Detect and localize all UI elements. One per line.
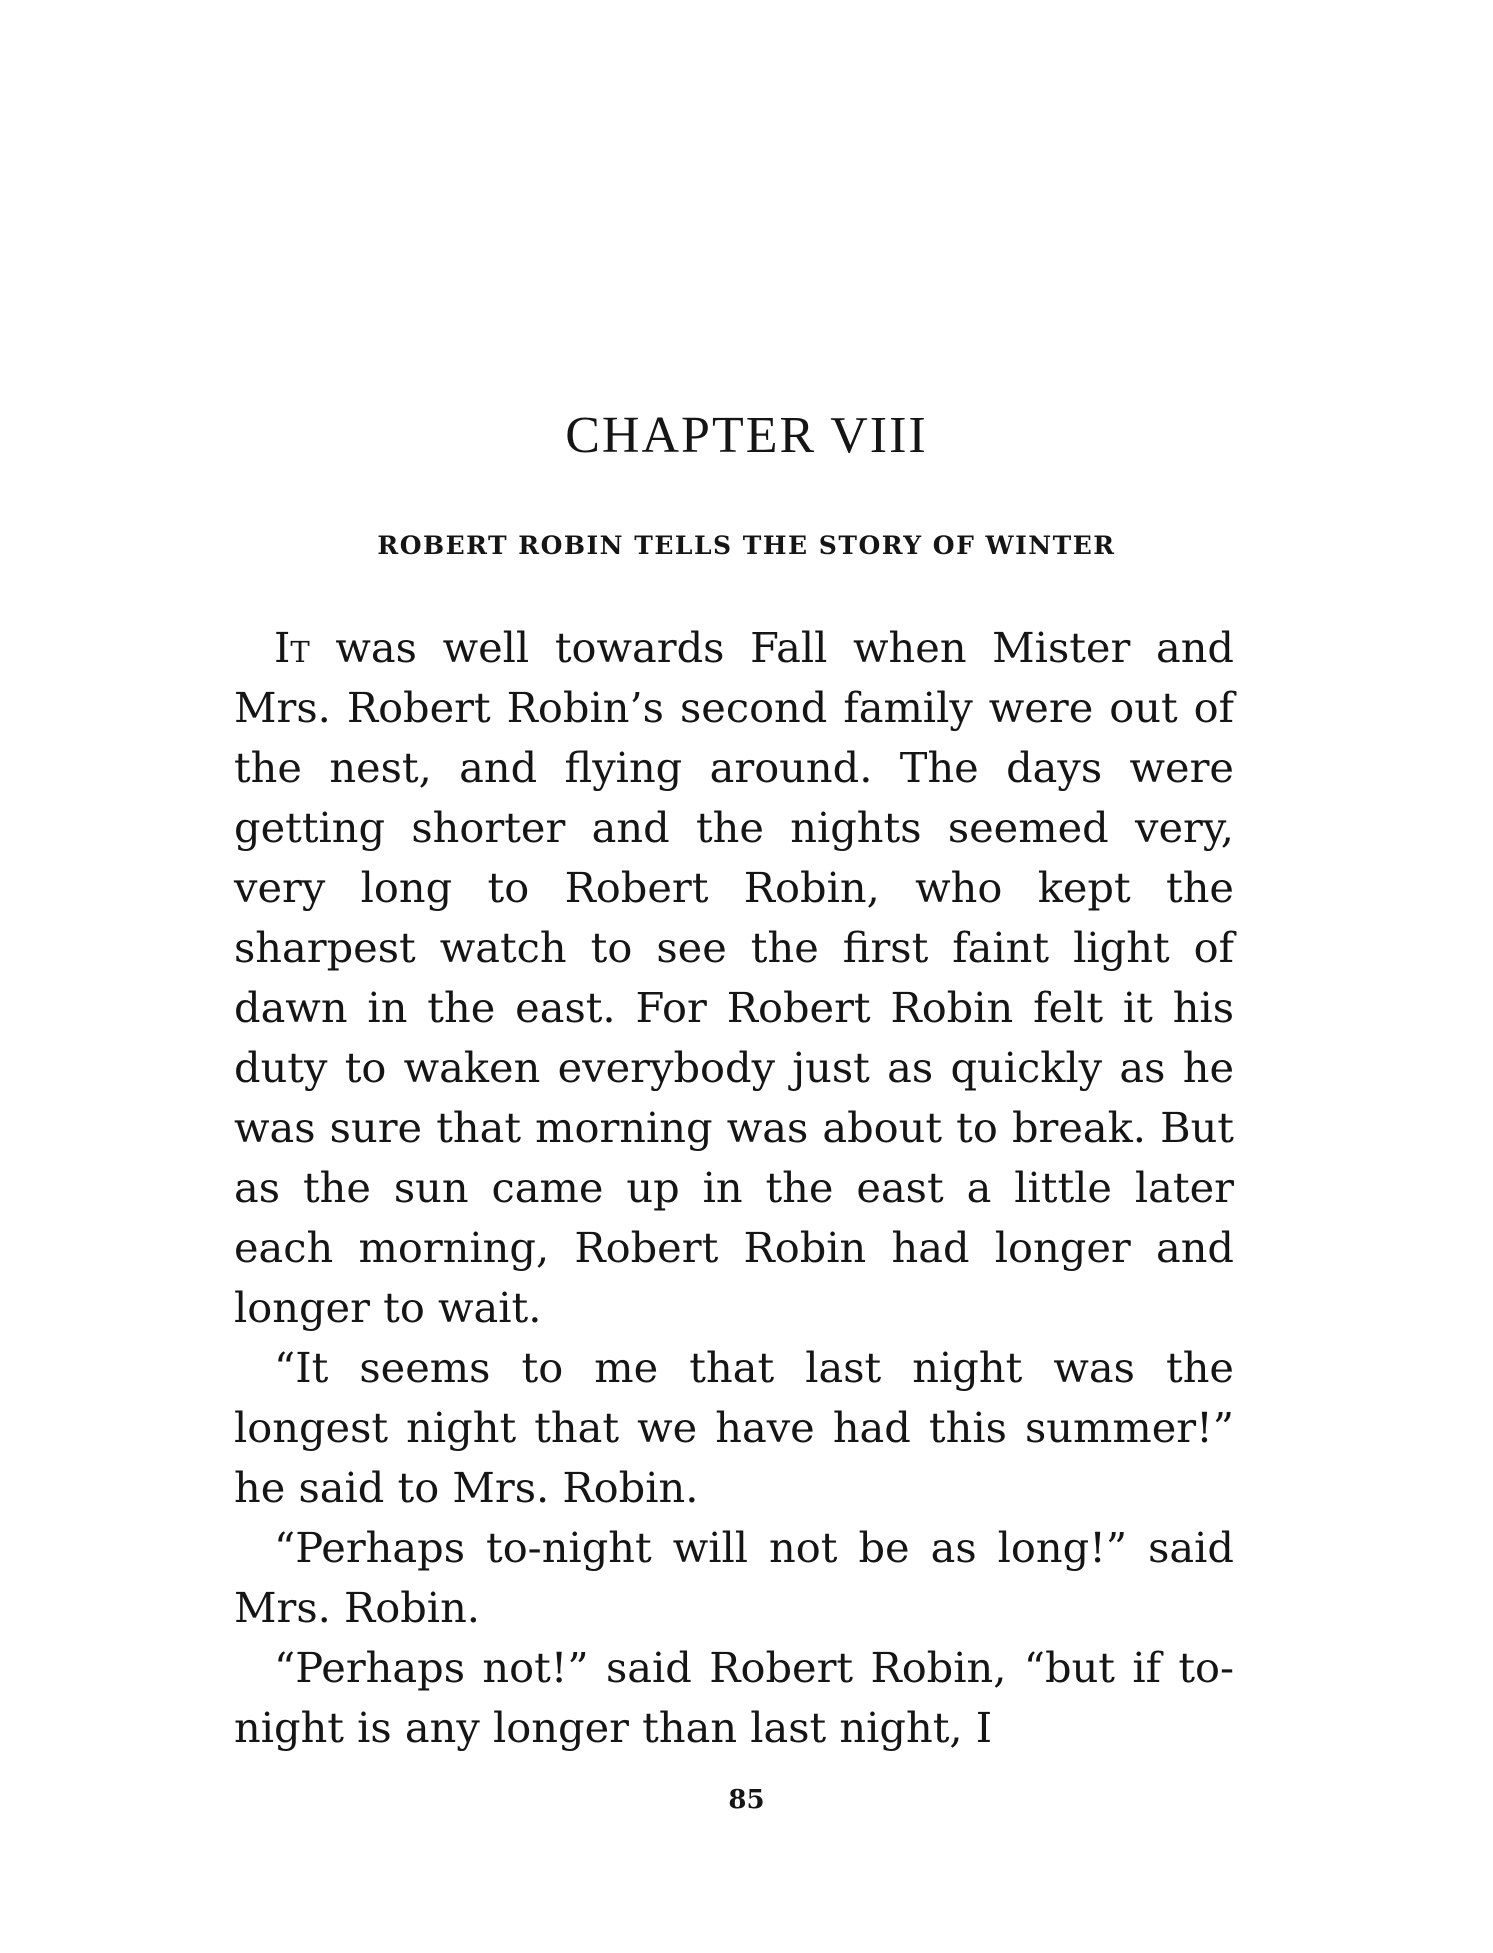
paragraph-lead-word: It bbox=[274, 623, 310, 672]
body-text bbox=[234, 618, 1234, 1758]
paragraph-1 bbox=[234, 618, 1234, 1338]
paragraph-1-text: was well towards Fall when Mister and Mrs. Robert Robin’s second family were out of the nest, and flying around. The days were getting shorter and the nights seemed very, very long to Robert Robin, who kept the sharpest watch to see the first faint light of dawn in the east. For Robert Robin felt it his duty to waken everybody just as quickly as he was sure that morning was about to break. But as the sun came up in the east a little later each morning, Robert Robin had longer and longer to wait. bbox=[234, 623, 1234, 1332]
page-number: 85 bbox=[728, 1785, 765, 1815]
chapter-title: CHAPTER VIII bbox=[565, 407, 928, 464]
paragraph-3: “Perhaps to-night will not be as long!” said Mrs. Robin. bbox=[234, 1523, 1234, 1632]
paragraph-2: “It seems to me that last night was the longest night that we have had this summer!” he said to Mrs. Robin. bbox=[234, 1343, 1234, 1512]
paragraph-4: “Perhaps not!” said Robert Robin, “but if to-night is any longer than last night, I bbox=[234, 1643, 1234, 1752]
chapter-subtitle: ROBERT ROBIN TELLS THE STORY OF WINTER bbox=[377, 531, 1116, 560]
